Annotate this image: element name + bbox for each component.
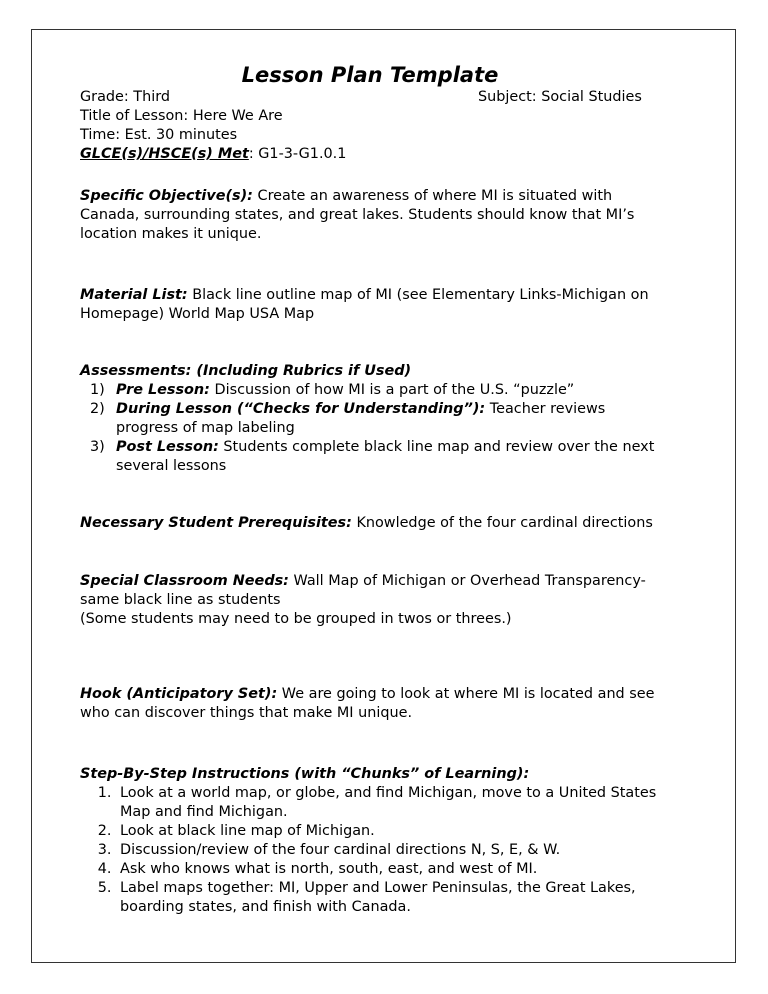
classroom-needs-section	[80, 572, 660, 629]
step-item: 1. Look at a world map, or globe, and find Michigan, move to a United States Map and find Michigan.	[116, 784, 660, 822]
assessment-item: 2) During Lesson (“Checks for Understanding”): Teacher reviews progress of map labeling	[90, 401, 606, 436]
lesson-title: Title of Lesson: Here We Are	[80, 108, 283, 124]
step-item: 4. Ask who knows what is north, south, east, and west of MI.	[116, 860, 660, 879]
objective-label: Specific Objective(s):	[80, 188, 253, 204]
glce-label: GLCE(s)/HSCE(s) Met	[80, 146, 249, 162]
glce-line	[80, 145, 660, 164]
assessment-item: 3) Post Lesson: Students complete black line map and review over the next several lessons	[90, 439, 655, 474]
step-item: 5. Label maps together: MI, Upper and Lower Peninsulas, the Great Lakes, boarding states, and finish with Canada.	[116, 879, 660, 917]
step-item: 2. Look at black line map of Michigan.	[116, 822, 660, 841]
hook-section	[80, 685, 660, 723]
assessments-list	[80, 381, 660, 476]
assessments-section	[80, 362, 660, 476]
objective-section	[80, 187, 660, 244]
steps-label: Step-By-Step Instructions (with “Chunks” of Learning):	[80, 766, 530, 782]
lesson-time: Time: Est. 30 minutes	[80, 127, 238, 143]
step-item: 3. Discussion/review of the four cardinal directions N, S, E, & W.	[116, 841, 660, 860]
subject: Subject: Social Studies	[478, 89, 642, 105]
assessment-item: 1) Pre Lesson: Discussion of how MI is a part of the U.S. “puzzle”	[90, 382, 575, 398]
hook-label: Hook (Anticipatory Set):	[80, 686, 278, 702]
prerequisites-label: Necessary Student Prerequisites:	[80, 515, 352, 531]
materials-text: Black line outline map of MI (see Elementary Links-Michigan on Homepage) World Map USA Map	[80, 287, 649, 322]
lesson-plan	[80, 62, 660, 917]
glce-value: : G1-3-G1.0.1	[248, 146, 347, 162]
steps-section	[80, 765, 660, 917]
steps-list	[80, 784, 660, 917]
prerequisites-section	[80, 514, 660, 533]
grade-row	[80, 88, 660, 107]
objective-text: Create an awareness of where MI is situated with Canada, surrounding states, and great lakes. Students should know that MI’s location makes it unique.	[80, 188, 635, 242]
classroom-needs-note: (Some students may need to be grouped in twos or threes.)	[80, 611, 512, 627]
classroom-needs-text: Wall Map of Michigan or Overhead Transparency- same black line as students	[80, 573, 646, 608]
classroom-needs-label: Special Classroom Needs:	[80, 573, 289, 589]
materials-label: Material List:	[80, 287, 188, 303]
page-title: Lesson Plan Template	[241, 63, 499, 87]
prerequisites-text: Knowledge of the four cardinal directions	[351, 515, 653, 531]
grade: Grade: Third	[80, 89, 171, 105]
hook-text: We are going to look at where MI is located and see who can discover things that make MI unique.	[80, 686, 655, 721]
assessments-label: Assessments: (Including Rubrics if Used)	[80, 363, 412, 379]
materials-section	[80, 286, 660, 324]
